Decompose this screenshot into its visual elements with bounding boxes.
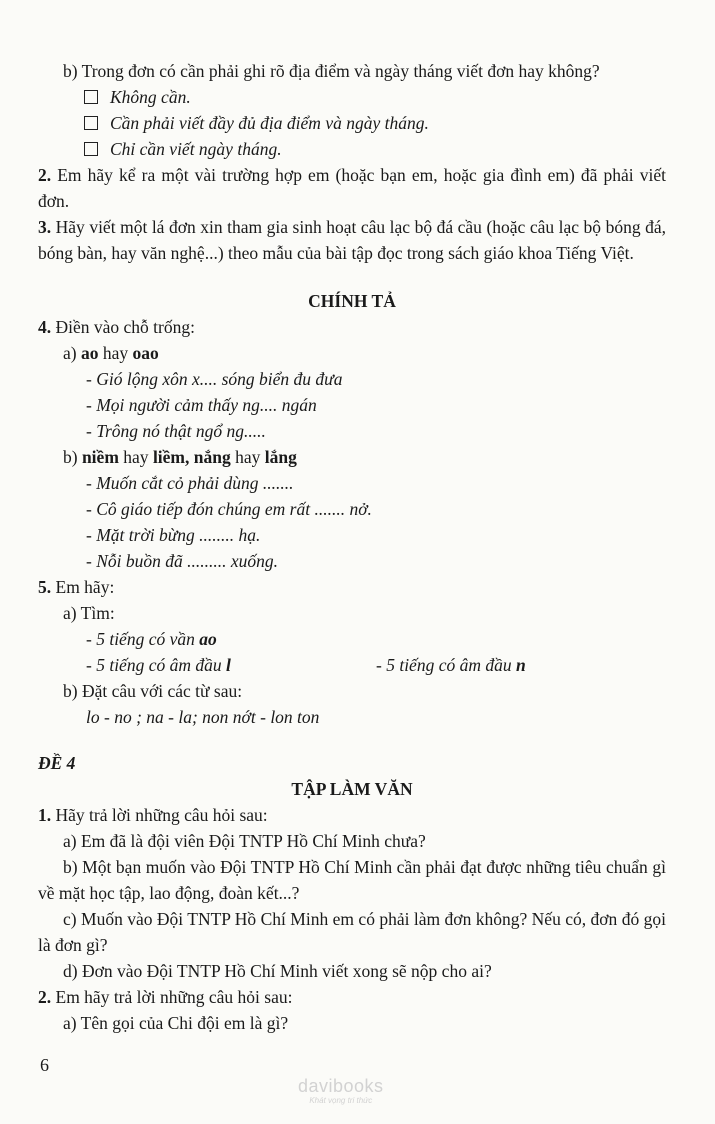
q4b-item-4: - Nỗi buồn đã ......... xuống. [86,551,279,571]
q4-part-a [38,340,666,366]
de4-q2-item-a: a) Tên gọi của Chi đội em là gì? [63,1013,289,1033]
section-title-chinh-ta: CHÍNH TẢ [308,291,396,311]
q4-part-b [38,444,666,470]
de4-q1-item-c: c) Muốn vào Đội TNTP Hồ Chí Minh em có phải làm đơn không? Nếu có, đơn đó gọi là đơn gì? [38,909,666,955]
q4a-item-3: - Trông nó thật ngổ ng..... [86,421,266,441]
q5b-words: lo - no ; na - la; non nớt - lon ton [86,707,320,727]
checkbox-square[interactable] [84,116,98,130]
q5a-item-2 [86,652,376,678]
q5a-items-row [38,652,666,678]
question-number: 4. [38,317,52,337]
connector: hay [118,447,153,467]
connector: hay [98,343,133,363]
keyword: n [515,655,526,675]
keyword: liềm, [152,447,190,467]
page-content [38,58,666,1036]
question-text: Em hãy kể ra một vài trường hợp em (hoặc bạn em, hoặc gia đình em) đã phải viết đơn. [38,165,666,211]
checkbox-option-2[interactable] [38,110,666,136]
de4-q1-item-a: a) Em đã là đội viên Đội TNTP Hồ Chí Minh chưa? [63,831,426,851]
q4a-item-1: - Gió lộng xôn x.... sóng biển đu đưa [86,369,343,389]
question-5 [38,574,666,600]
keyword: niềm [81,447,119,467]
de4-q1-item-d: d) Đơn vào Đội TNTP Hồ Chí Minh viết xong sẽ nộp cho ai? [63,961,492,981]
connector: hay [230,447,265,467]
q5a-item-1 [38,626,666,652]
de4-question-1 [38,802,666,828]
question-text: Hãy viết một lá đơn xin tham gia sinh hoạt câu lạc bộ đá cầu (hoặc câu lạc bộ bóng đá, bóng bàn, hay văn nghệ...) theo mẫu của bài tập đọc trong sách giáo khoa Tiếng Việt. [38,217,666,263]
keyword: nắng [193,447,231,467]
question-3 [38,214,666,266]
question-text: Em hãy: [51,577,115,597]
exam-heading-de-4: ĐỀ 4 [38,753,76,773]
item-text: - 5 tiếng có vần [86,629,200,649]
item-text: - 5 tiếng có âm đầu [376,655,516,675]
q4b-item-2: - Cô giáo tiếp đón chúng em rất ....... nở. [86,499,372,519]
question-text: Điền vào chỗ trống: [51,317,195,337]
question-b-text: b) Trong đơn có cần phải ghi rõ địa điểm và ngày tháng viết đơn hay không? [63,61,600,81]
de4-q1-item-b: b) Một bạn muốn vào Đội TNTP Hồ Chí Minh cần phải đạt được những tiêu chuẩn gì về mặt học tập, lao động, đoàn kết...? [38,857,666,903]
checkbox-option-3[interactable] [38,136,666,162]
keyword: oao [132,343,159,363]
watermark-brand: davibooks [298,1076,384,1096]
question-2 [38,162,666,214]
publisher-watermark [298,1076,384,1106]
watermark-tagline: Khát vọng tri thức [309,1096,373,1105]
part-label: a) [63,343,81,363]
q4a-item-2: - Mọi người cảm thấy ng.... ngán [86,395,317,415]
question-number: 1. [38,805,52,825]
keyword: ao [199,629,217,649]
q4b-item-3: - Mặt trời bừng ........ hạ. [86,525,261,545]
q5a-item-3 [376,652,526,678]
item-text: - 5 tiếng có âm đầu [86,655,226,675]
q4b-item-1: - Muốn cắt cỏ phải dùng ....... [86,473,294,493]
keyword: ao [80,343,99,363]
q5-part-a: a) Tìm: [63,603,115,623]
keyword: lắng [264,447,297,467]
part-label: b) [63,447,82,467]
question-number: 2. [38,987,52,1007]
question-number: 5. [38,577,52,597]
checkbox-option-1[interactable] [38,84,666,110]
checkbox-square[interactable] [84,142,98,156]
option-label: Cần phải viết đầy đủ địa điểm và ngày tháng. [110,113,429,133]
de4-question-2 [38,984,666,1010]
question-4 [38,314,666,340]
q5-part-b: b) Đặt câu với các từ sau: [63,681,243,701]
question-text: Hãy trả lời những câu hỏi sau: [51,805,268,825]
option-label: Không cần. [110,87,191,107]
section-title-tap-lam-van: TẬP LÀM VĂN [291,779,413,799]
question-number: 3. [38,217,52,237]
checkbox-square[interactable] [84,90,98,104]
question-number: 2. [38,165,52,185]
page-number: 6 [40,1055,49,1075]
keyword: l [225,655,231,675]
option-label: Chỉ cần viết ngày tháng. [110,139,282,159]
question-text: Em hãy trả lời những câu hỏi sau: [51,987,293,1007]
spacer [38,266,666,284]
